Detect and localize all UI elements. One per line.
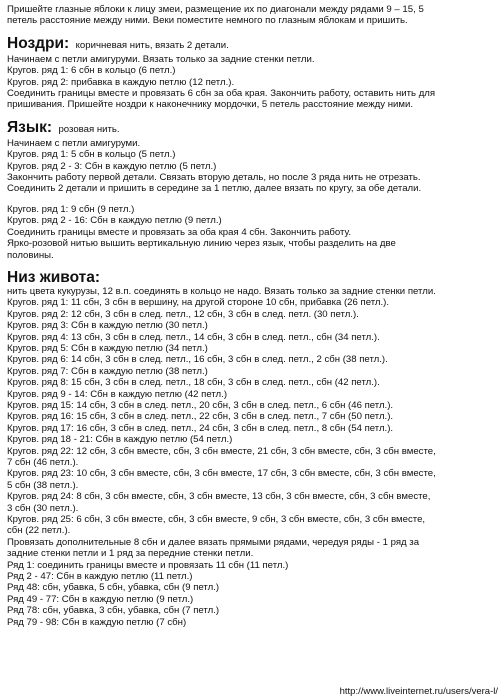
belly-line: Кругов. ряд 8: 15 сбн, 3 сбн в след. петл., 18 сбн, 3 сбн в след. петл., сбн (42 петл.). [7, 377, 380, 389]
belly-line: Кругов. ряд 1: 11 сбн, 3 сбн в вершину, на другой стороне 10 сбн, прибавка (26 петл.). [7, 297, 390, 309]
nostrils-line: пришивания. Пришейте ноздри к наконечнику мордочки, 5 петель расстояние между ними. [7, 99, 414, 111]
belly-line: Кругов. ряд 7: Сбн в каждую петлю (38 петл.) [7, 365, 208, 377]
belly-line: Кругов. ряд 4: 13 сбн, 3 сбн в след. петл., 14 сбн, 3 сбн в след. петл., сбн (34 петл.). [7, 331, 380, 343]
spacer [7, 195, 495, 204]
nostrils-heading [7, 36, 495, 54]
tongue-line: Кругов. ряд 2 - 16: Сбн в каждую петлю (9 петл.) [7, 215, 222, 227]
intro-line: Пришейте глазные яблоки к лицу змеи, размещение их по диагонали между рядами 9 – 15, 5 [7, 4, 424, 15]
belly-section [7, 270, 495, 628]
belly-line: Кругов. ряд 2: 12 сбн, 3 сбн в след. петл., 12 сбн, 3 сбн в след. петл. (30 петл.). [7, 308, 359, 320]
belly-line: Кругов. ряд 18 - 21: Сбн в каждую петлю (54 петл.) [7, 434, 233, 446]
nostrils-section [7, 36, 495, 111]
belly-line: Кругов. ряд 3: Сбн в каждую петлю (30 петл.) [7, 320, 208, 332]
belly-line: задние стенки петли и 1 ряд за передние стенки петли. [7, 548, 254, 560]
belly-line: Ряд 1: соединить границы вместе и провязать 11 сбн (11 петл.) [7, 559, 289, 571]
tongue-line: Кругов. ряд 1: 9 сбн (9 петл.) [7, 203, 135, 215]
belly-line: Провязать дополнительные 8 сбн и далее вязать прямыми рядами, чередуя ряды - 1 ряд за [7, 536, 420, 548]
belly-line: Кругов. ряд 24: 8 сбн, 3 сбн вместе, сбн, 3 сбн вместе, 13 сбн, 3 сбн вместе, сбн, 3 сбн вместе, [7, 491, 431, 503]
nostrils-line: Кругов. ряд 2: прибавка в каждую петлю (12 петл.). [7, 76, 235, 88]
belly-line: нить цвета кукурузы, 12 в.п. соединять в кольцо не надо. Вязать только за задние стенки петли. [7, 285, 436, 297]
belly-line: Кругов. ряд 15: 14 сбн, 3 сбн в след. петл., 20 сбн, 3 сбн в след. петл., 6 сбн (46 петл.). [7, 399, 394, 411]
nostrils-title: Ноздри: [7, 34, 70, 52]
nostrils-line: Начинаем с петли амигуруми. Вязать только за задние стенки петли. [7, 53, 315, 65]
tongue-line: Закончить работу первой детали. Связать вторую деталь, но после 3 ряда нить не отрезать. [7, 172, 421, 184]
tongue-line: Ярко-розовой нитью вышить вертикальную линию через язык, чтобы разделить на две [7, 238, 396, 250]
belly-line: Кругов. ряд 25: 6 сбн, 3 сбн вместе, сбн, 3 сбн вместе, 9 сбн, 3 сбн вместе, сбн, 3 сбн вместе, [7, 514, 426, 526]
belly-line: Ряд 48: сбн, убавка, 5 сбн, убавка, сбн (9 петл.) [7, 582, 220, 594]
belly-line: Кругов. ряд 9 - 14: Сбн в каждую петлю (42 петл.) [7, 388, 228, 400]
tongue-title: Язык: [7, 118, 53, 136]
belly-line: 5 сбн (38 петл.). [7, 479, 79, 491]
tongue-line: Кругов. ряд 2 - 3: Сбн в каждую петлю (5 петл.) [7, 160, 217, 172]
belly-title: Низ живота: [7, 268, 101, 286]
tongue-line: половины. [7, 249, 54, 261]
nostrils-line: Соединить границы вместе и провязать 6 сбн за оба края. Закончить работу, оставить нить для [7, 88, 436, 100]
belly-line: Ряд 79 - 98: Сбн в каждую петлю (7 сбн) [7, 616, 187, 628]
tongue-line: Соединить 2 детали и пришить в середине за 1 петлю, далее вязать по кругу, за обе детали. [7, 183, 422, 195]
belly-line: Кругов. ряд 5: Сбн в каждую петлю (34 петл.) [7, 342, 208, 354]
intro-block [7, 4, 495, 27]
intro-line: петель расстояние между ними. Веки поместите немного по глазным яблокам и пришить. [7, 15, 408, 27]
belly-heading [7, 270, 495, 286]
tongue-section [7, 120, 495, 261]
belly-line: Кругов. ряд 16: 15 сбн, 3 сбн в след. петл., 22 сбн, 3 сбн в след. петл., 7 сбн (50 петл.). [7, 411, 394, 423]
tongue-line: Кругов. ряд 1: 5 сбн в кольцо (5 петл.) [7, 149, 176, 161]
tongue-heading [7, 120, 495, 138]
nostrils-line: Кругов. ряд 1: 6 сбн в кольцо (6 петл.) [7, 65, 176, 77]
belly-lines [7, 286, 495, 628]
belly-line: 7 сбн (46 петл.). [7, 457, 79, 468]
belly-line: Ряд 49 - 77: Сбн в каждую петлю (9 петл.) [7, 593, 194, 605]
nostrils-note: коричневая нить, вязать 2 детали. [75, 39, 229, 51]
source-url: http://www.liveinternet.ru/users/vera-l/ [336, 686, 501, 699]
belly-line: Кругов. ряд 23: 10 сбн, 3 сбн вместе, сбн, 3 сбн вместе, 17 сбн, 3 сбн вместе, сбн, 3 сбн вместе, [7, 468, 436, 480]
belly-line: Ряд 78: сбн, убавка, 3 сбн, убавка, сбн (7 петл.) [7, 605, 220, 617]
tongue-line: Начинаем с петли амигуруми. [7, 137, 141, 149]
belly-line: Ряд 2 - 47: Сбн в каждую петлю (11 петл.) [7, 571, 193, 583]
belly-line: Кругов. ряд 6: 14 сбн, 3 сбн в след. петл., 16 сбн, 3 сбн в след. петл., 2 сбн (38 петл.). [7, 354, 388, 366]
belly-line: Кругов. ряд 17: 16 сбн, 3 сбн в след. петл., 24 сбн, 3 сбн в след. петл., 8 сбн (54 петл.). [7, 422, 394, 434]
document-page [7, 4, 495, 628]
belly-line: Кругов. ряд 22: 12 сбн, 3 сбн вместе, сбн, 3 сбн вместе, 21 сбн, 3 сбн вместе, сбн, 3 сбн вместе, [7, 445, 436, 457]
belly-line: сбн (22 петл.). [7, 525, 71, 537]
tongue-line: Соединить границы вместе и провязать за оба края 4 сбн. Закончить работу. [7, 226, 352, 238]
belly-line: 3 сбн (30 петл.). [7, 502, 79, 514]
tongue-note: розовая нить. [58, 123, 120, 135]
